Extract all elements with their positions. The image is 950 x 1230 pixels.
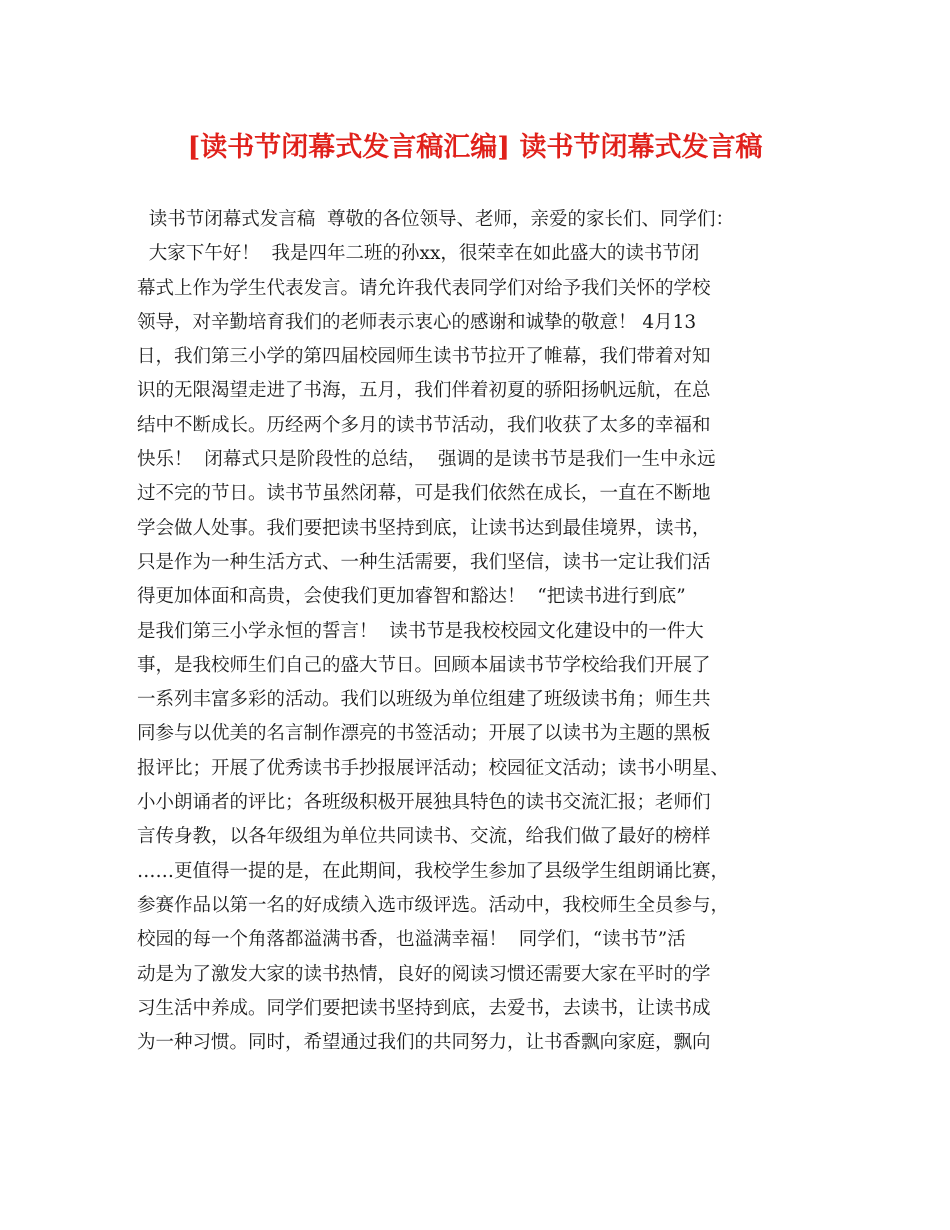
body-line: 读书节闭幕式发言稿 尊敬的各位领导、老师，亲爱的家长们、同学们：: [137, 209, 735, 230]
body-line: 幕式上作为学生代表发言。请允许我代表同学们对给予我们关怀的学校: [137, 277, 711, 299]
body-line: 报评比；开展了优秀读书手抄报展评活动；校园征文活动；读书小明星、: [137, 757, 730, 779]
body-line: 是我们第三小学永恒的誓言！ 读书节是我校校园文化建设中的一件大: [137, 620, 704, 642]
body-line: 过不完的节日。读书节虽然闭幕，可是我们依然在成长，一直在不断地: [137, 483, 711, 505]
document-title: [读书节闭幕式发言稿汇编] 读书节闭幕式发言稿: [187, 132, 763, 163]
body-line: 校园的每一个角落都溢满书香，也溢满幸福！ 同学们，“读书节”活: [137, 929, 686, 951]
body-line: ……更值得一提的是，在此期间，我校学生参加了县级学生组朗诵比赛，: [137, 860, 730, 882]
body-line: 一系列丰富多彩的活动。我们以班级为单位组建了班级读书角；师生共: [137, 689, 711, 711]
body-line: 领导，对辛勤培育我们的老师表示衷心的感谢和诚挚的敬意！ 4月13: [137, 311, 697, 333]
body-line: 结中不断成长。历经两个多月的读书节活动，我们收获了太多的幸福和: [137, 414, 711, 436]
body-line: 为一种习惯。同时，希望通过我们的共同努力，让书香飘向家庭，飘向: [137, 1032, 711, 1054]
body-line: 事，是我校师生们自己的盛大节日。回顾本届读书节学校给我们开展了: [137, 654, 711, 676]
body-line: 小小朗诵者的评比；各班级积极开展独具特色的读书交流汇报；老师们: [137, 792, 711, 814]
body-line: 快乐！ 闭幕式只是阶段性的总结， 强调的是读书节是我们一生中永远: [137, 449, 716, 471]
body-line: 得更加体面和高贵，会使我们更加睿智和豁达！ “把读书进行到底”: [137, 586, 686, 608]
body-line: 动是为了激发大家的读书热情，良好的阅读习惯还需要大家在平时的学: [137, 963, 711, 985]
body-line: 识的无限渴望走进了书海，五月，我们伴着初夏的骄阳扬帆远航，在总: [137, 380, 711, 402]
document-body: [137, 203, 817, 1060]
body-line: 大家下午好！ 我是四年二班的孙xx，很荣幸在如此盛大的读书节闭: [137, 243, 700, 265]
body-line: 同参与以优美的名言制作漂亮的书签活动；开展了以读书为主题的黑板: [137, 723, 711, 745]
body-line: 参赛作品以第一名的好成绩入选市级评选。活动中，我校师生全员参与，: [137, 894, 730, 916]
body-line: 习生活中养成。同学们要把读书坚持到底，去爱书，去读书，让读书成: [137, 997, 711, 1019]
body-line: 日，我们第三小学的第四届校园师生读书节拉开了帷幕，我们带着对知: [137, 346, 711, 368]
body-line: 学会做人处事。我们要把读书坚持到底，让读书达到最佳境界，读书，: [137, 517, 711, 539]
body-line: 言传身教，以各年级组为单位共同读书、交流，给我们做了最好的榜样: [137, 826, 711, 848]
body-line: 只是作为一种生活方式、一种生活需要，我们坚信，读书一定让我们活: [137, 551, 711, 573]
